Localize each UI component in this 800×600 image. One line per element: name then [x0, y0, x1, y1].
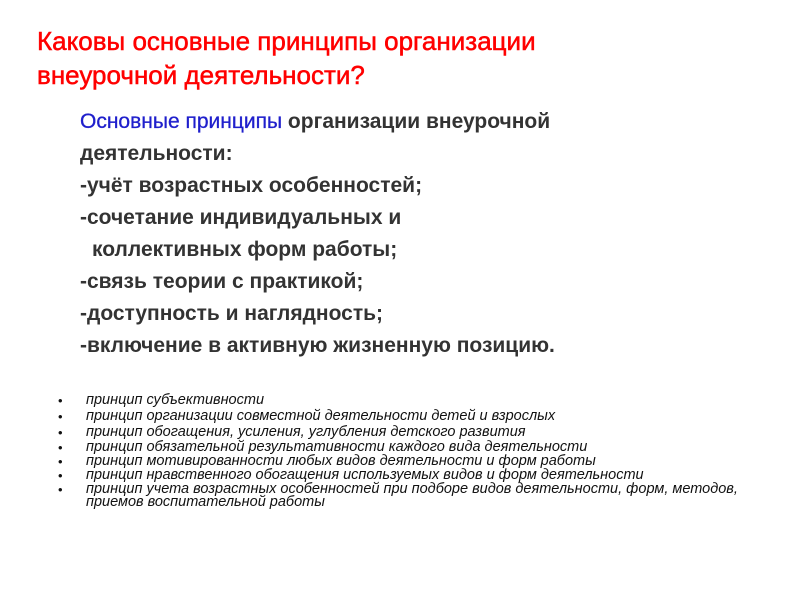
bullet-text: принцип субъективности: [86, 392, 265, 408]
principles-intro: [80, 106, 760, 138]
bullet-marker: •: [58, 393, 63, 408]
bullet-marker: •: [58, 409, 63, 424]
principles-intro-accent: Основные принципы: [80, 110, 283, 133]
bullet-text: принцип организации совместной деятельности детей и взрослых: [86, 408, 556, 424]
bullet-marker: •: [58, 482, 63, 497]
principle-item: -доступность и наглядность;: [80, 302, 384, 325]
bullet-text: принцип нравственного обогащения используемых видов и форм деятельности: [86, 467, 644, 483]
principles-intro-rest: организации внеурочной: [282, 110, 551, 133]
bullet-text: принцип обязательной результативности каждого вида деятельности: [86, 439, 588, 455]
bullet-item: [58, 425, 758, 440]
principles-block: [80, 106, 760, 362]
principle-item: -учёт возрастных особенностей;: [80, 174, 423, 197]
bullet-marker: •: [58, 468, 63, 483]
slide-title-line-1: Каковы основные принципы организации: [37, 26, 536, 56]
principle-item: -включение в активную жизненную позицию.: [80, 334, 555, 357]
bullet-text: принцип обогащения, усиления, углубления детского развития: [86, 424, 526, 440]
principle-item: -сочетание индивидуальных и: [80, 206, 402, 229]
bullet-marker: •: [58, 425, 63, 440]
slide-title: [37, 24, 757, 92]
principles-bullet-list: [58, 393, 758, 510]
bullet-item: [58, 409, 758, 424]
bullet-item: [58, 393, 758, 408]
bullet-marker: •: [58, 454, 63, 469]
principle-item: -связь теории с практикой;: [80, 270, 364, 293]
slide-title-line-2: внеурочной деятельности?: [37, 60, 365, 90]
bullet-text: принцип учета возрастных особенностей при подборе видов деятельности, форм, методов, приемов воспитательной работы: [86, 481, 738, 510]
bullet-item: [58, 483, 758, 509]
bullet-text: принцип мотивированности любых видов деятельности и форм работы: [86, 453, 596, 469]
bullet-marker: •: [58, 440, 63, 455]
principles-intro-line-2: деятельности:: [80, 142, 233, 165]
principle-item-continuation: коллективных форм работы;: [92, 238, 398, 261]
